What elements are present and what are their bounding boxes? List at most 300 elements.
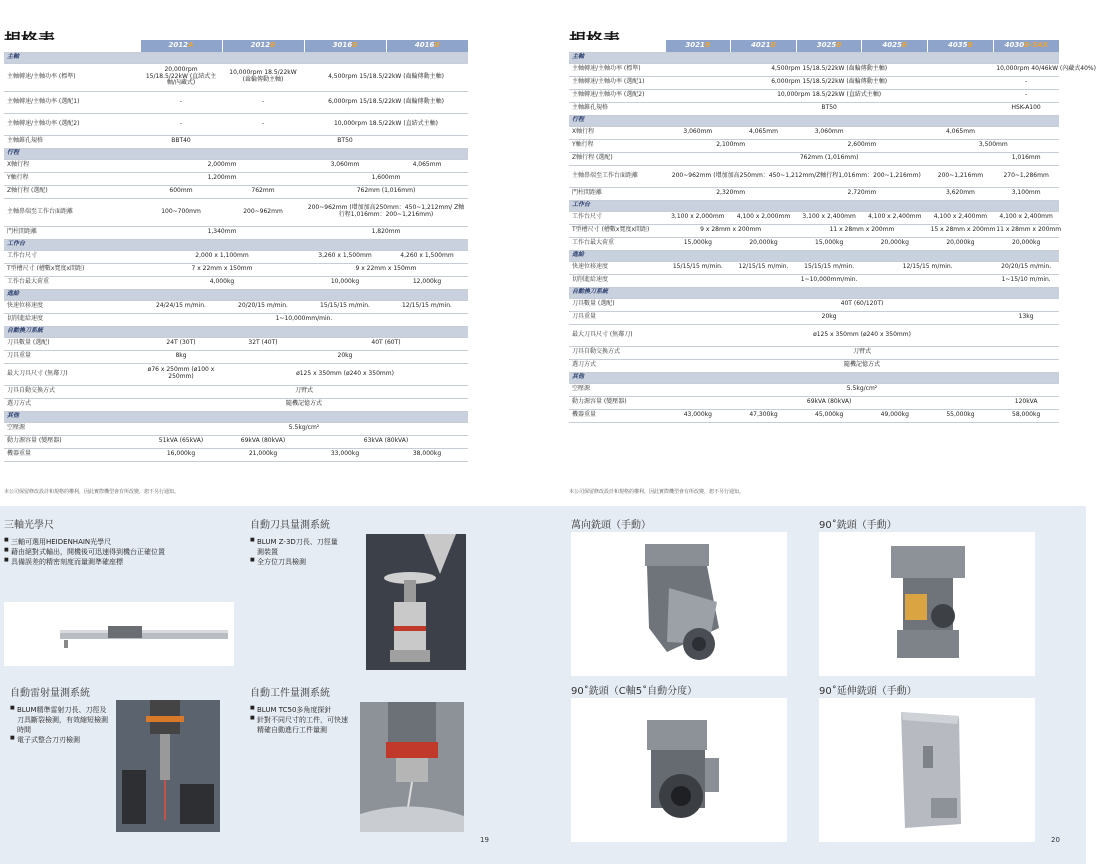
model-suffix: B	[836, 40, 842, 49]
header-blank	[569, 40, 665, 52]
spec-label: 切削進給速度	[4, 313, 140, 326]
linear-scale-photo	[4, 602, 234, 666]
spec-value: 20/20/15 m/min.	[993, 261, 1059, 274]
spec-value: 4,100 x 2,000mm	[731, 211, 797, 224]
spec-row	[569, 237, 1059, 250]
section-header-row	[569, 115, 1059, 126]
model-number: 4035	[948, 40, 968, 49]
card-title: 90˚銑頭（手動）	[819, 520, 897, 531]
spec-value: 3,260 x 1,500mm	[304, 250, 386, 263]
spec-row	[4, 113, 468, 135]
spec-value: 200~962mm (增加加高250mm：450~1,212mm/ Z軸行程1,016mm：200~1,216mm)	[304, 198, 468, 226]
section-title: 其他	[4, 411, 468, 422]
spec-value: 4,000kg	[140, 276, 304, 289]
card-title: 萬向銑頭（手動）	[571, 520, 651, 531]
spec-value: 20,000rpm 15/18.5/22kW (直結式主軸/內藏式)	[140, 63, 222, 91]
bullet: ■ 藉由絕對式輸出，開機後可迅速得到機台正確位置	[4, 547, 236, 557]
model-number: 4016	[414, 40, 435, 49]
spec-row	[4, 185, 468, 198]
spec-value: -	[993, 76, 1059, 89]
spec-label: Z軸行程 (選配)	[569, 152, 665, 165]
section-header-row	[569, 200, 1059, 211]
extension-head-photo	[819, 698, 1035, 842]
spec-row	[4, 91, 468, 113]
model-suffix: B	[704, 40, 711, 49]
spec-value: 11 x 28mm x 200mm	[993, 224, 1059, 237]
spec-value: 6,000rpm 15/18.5/22kW (齒輪傳動主軸)	[304, 91, 468, 113]
section-header-row	[569, 287, 1059, 298]
card-universal-head	[571, 516, 791, 678]
spec-value: 43,000kg	[665, 409, 731, 422]
spec-value: 4,100 x 2,400mm	[928, 211, 994, 224]
spec-label: 門柱間距離	[569, 187, 665, 200]
spec-value: 10,000rpm 40/46kW (內藏式40%)	[993, 63, 1059, 76]
model-suffix: B	[967, 40, 973, 49]
spec-row	[569, 359, 1059, 372]
card-laser-measure	[10, 684, 240, 834]
spec-value: 24/24/15 m/min.	[140, 300, 222, 313]
bullet: ■ 電子式整合刀刃檢測	[10, 735, 108, 745]
bullet: ■ 具備誤差的精密刻度而量測準確座標	[4, 557, 236, 567]
spec-value: BT50	[665, 102, 993, 115]
spec-value: 1,600mm	[304, 172, 468, 185]
spec-row	[4, 198, 468, 226]
spec-value: 20/20/15 m/min.	[222, 300, 304, 313]
bullet: ■ BLUM TC50多角度探針	[250, 705, 348, 715]
spec-value: 51kVA (65kVA)	[140, 435, 222, 448]
spec-value: 10,000rpm 18.5/22kW (直結式主軸)	[304, 113, 468, 135]
right-spec-table	[569, 40, 1096, 423]
spec-value: 2,320mm	[665, 187, 796, 200]
card-90-head-manual	[819, 516, 1039, 678]
page-number: 20	[1051, 836, 1060, 844]
model-header	[140, 40, 222, 52]
spec-row	[4, 363, 468, 385]
spec-value: 12,000kg	[386, 276, 468, 289]
spec-value: 100~700mm	[140, 198, 222, 226]
spec-value: 1,016mm	[993, 152, 1059, 165]
spec-value: BT50	[222, 135, 468, 148]
spec-row	[4, 276, 468, 289]
spec-value: BBT40	[140, 135, 222, 148]
section-title: 自動換刀系統	[569, 287, 1059, 298]
model-header	[993, 40, 1059, 52]
section-header-row	[569, 250, 1059, 261]
section-title: 進給	[569, 250, 1059, 261]
spec-value: 10,000rpm 18.5/22kW (齒輪傳動主軸)	[222, 63, 304, 91]
model-suffix: B-5AX	[1024, 40, 1049, 49]
spec-row	[569, 409, 1059, 422]
spec-value: 15,000kg	[796, 237, 862, 250]
model-number: 2012	[250, 40, 271, 49]
model-number: 4030	[1004, 40, 1025, 49]
spec-value: 21,000kg	[222, 448, 304, 461]
spec-row	[569, 274, 1059, 287]
spec-value: 3,060mm	[796, 126, 862, 139]
spec-label: 主軸錐孔規格	[569, 102, 665, 115]
section-title: 自動換刀系統	[4, 326, 468, 337]
spec-label: 刀具數量 (選配)	[4, 337, 140, 350]
spec-label: 機器重量	[569, 409, 665, 422]
spec-row	[4, 337, 468, 350]
spec-label: Z軸行程 (選配)	[4, 185, 140, 198]
spec-value: -	[993, 89, 1059, 102]
spec-row	[4, 435, 468, 448]
spec-value: 2,000 x 1,100mm	[140, 250, 304, 263]
spec-value: 1,200mm	[140, 172, 304, 185]
card-title: 自動雷射量測系統	[10, 688, 90, 699]
spec-value: 隨機記憶方式	[140, 398, 468, 411]
spec-label: 切削進給速度	[569, 274, 665, 287]
model-header	[928, 40, 994, 52]
spec-value: 45,000kg	[796, 409, 862, 422]
spec-value: HSK-A100	[993, 102, 1059, 115]
spec-label: X軸行程	[4, 159, 140, 172]
spec-value: 33,000kg	[304, 448, 386, 461]
bullet: ■ 針對不同尺寸的工件，可快速精確自動進行工件量測	[250, 715, 348, 735]
left-page	[0, 0, 543, 864]
spec-value: 270~1,286mm	[993, 165, 1059, 187]
spec-label: 刀具數量 (選配)	[569, 298, 665, 311]
model-header	[796, 40, 862, 52]
spec-value: 58,000kg	[993, 409, 1059, 422]
left-footnote: 本公司保留修改設計和規格的權利，因此實際機型會有所改變，恕不另行通知。	[4, 489, 180, 495]
laser-system-image	[116, 700, 220, 832]
spec-label: Y軸行程	[569, 139, 665, 152]
section-title: 其他	[569, 372, 1059, 383]
bullet-list	[250, 705, 348, 735]
bullet: ■ 全方位刀具檢測	[250, 557, 340, 567]
spec-row	[4, 300, 468, 313]
spec-label: 動力源容量 (變壓器)	[569, 396, 665, 409]
spec-value: 69kVA (80kVA)	[665, 396, 993, 409]
spec-label: 主軸轉速/主軸功率 (選配1)	[569, 76, 665, 89]
bullet: ■ BLUM精準雷射刀長、刀徑及刀具斷裂檢測，有效縮短檢測時間	[10, 705, 108, 735]
spec-value: 10,000kg	[304, 276, 386, 289]
spec-value: 12/15/15 m/min.	[731, 261, 797, 274]
section-header-row	[4, 411, 468, 422]
spec-value: ø76 x 250mm (ø100 x 250mm)	[140, 363, 222, 385]
spec-value: 69kVA (80kVA)	[222, 435, 304, 448]
spec-value: 20kg	[222, 350, 468, 363]
spec-value: 7 x 22mm x 150mm	[140, 263, 304, 276]
spec-row	[569, 187, 1059, 200]
spec-row	[569, 76, 1059, 89]
spec-label: 快速位移速度	[4, 300, 140, 313]
spec-row	[4, 159, 468, 172]
card-title: 90˚銑頭（C軸5˚自動分度）	[571, 686, 698, 697]
spec-value: 3,100 x 2,000mm	[665, 211, 731, 224]
spec-label: 工作台最大荷重	[4, 276, 140, 289]
left-spec-table	[4, 40, 468, 462]
spec-value: 1~10,000mm/min.	[665, 274, 993, 287]
spec-value: 2,000mm	[140, 159, 304, 172]
spec-value: 20,000kg	[993, 237, 1059, 250]
section-title: 行程	[4, 148, 468, 159]
model-header	[386, 40, 468, 52]
spec-label: 刀具重量	[569, 311, 665, 324]
spec-row	[4, 385, 468, 398]
90-head-auto-image	[571, 698, 787, 842]
spec-value: 刀臂式	[665, 346, 1059, 359]
spec-row	[4, 263, 468, 276]
spec-value: 16,000kg	[140, 448, 222, 461]
spec-value: 49,000kg	[862, 409, 928, 422]
probe-photo	[360, 702, 464, 832]
spec-label: 主軸鼻端至工作台面距離	[569, 165, 665, 187]
spec-row	[569, 346, 1059, 359]
section-header-row	[4, 289, 468, 300]
section-header-row	[4, 148, 468, 159]
spec-label: 門柱間距離	[4, 226, 140, 239]
spec-label: X軸行程	[569, 126, 665, 139]
spec-value: 200~1,216mm	[928, 165, 994, 187]
right-footnote: 本公司保留修改設計和規格的權利，因此實際機型會有所改變，恕不另行通知。	[569, 489, 745, 495]
spec-value: ø125 x 350mm (ø240 x 350mm)	[665, 324, 1059, 346]
spec-value: 24T (30T)	[140, 337, 222, 350]
model-suffix: B	[270, 40, 276, 49]
spec-value: 6,000rpm 15/18.5/22kW (齒輪傳動主軸)	[665, 76, 993, 89]
model-number: 3016	[332, 40, 353, 49]
section-title: 工作台	[569, 200, 1059, 211]
spec-value: -	[222, 91, 304, 113]
bullet: ■ 三軸可選用HEIDENHAIN光學尺	[4, 537, 236, 547]
spec-label: 最大刀具尺寸 (無鄰刀)	[4, 363, 140, 385]
spec-label: 選刀方式	[4, 398, 140, 411]
laser-system-photo	[116, 700, 220, 832]
spec-label: T型槽尺寸 (槽數x寬度x間距)	[569, 224, 665, 237]
spec-row	[4, 250, 468, 263]
spec-value: 1,340mm	[140, 226, 304, 239]
spec-value: 4,065mm	[731, 126, 797, 139]
section-title: 進給	[4, 289, 468, 300]
spec-value: 600mm	[140, 185, 222, 198]
section-title: 主軸	[569, 52, 1059, 63]
spec-value: 刀臂式	[140, 385, 468, 398]
spec-value: 1~15/10 m/min.	[993, 274, 1059, 287]
spec-label: 快速位移速度	[569, 261, 665, 274]
spec-value: ø125 x 350mm (ø240 x 350mm)	[222, 363, 468, 385]
section-header-row	[569, 52, 1059, 63]
90-head-auto-photo	[571, 698, 787, 842]
spec-value: 4,260 x 1,500mm	[386, 250, 468, 263]
spec-value: 12/15/15 m/min.	[386, 300, 468, 313]
model-suffix: B	[434, 40, 440, 49]
model-header-row	[4, 40, 468, 52]
spec-value: 15/15/15 m/min.	[665, 261, 731, 274]
spec-value: 55,000kg	[928, 409, 994, 422]
spec-value: 4,100 x 2,400mm	[862, 211, 928, 224]
spec-row	[569, 261, 1059, 274]
model-header	[862, 40, 928, 52]
spec-value: 5.5kg/cm²	[140, 422, 468, 435]
spec-row	[569, 165, 1059, 187]
spec-row	[569, 224, 1059, 237]
page-number: 19	[480, 836, 489, 844]
spec-value: 15,000kg	[665, 237, 731, 250]
spec-value: 11 x 28mm x 200mm	[796, 224, 927, 237]
spec-row	[4, 313, 468, 326]
spec-row	[569, 211, 1059, 224]
model-header-row	[569, 40, 1059, 52]
bullet-list	[10, 705, 108, 746]
universal-head-photo	[571, 532, 787, 676]
spec-value: 762mm (1,016mm)	[304, 185, 468, 198]
spec-label: 主軸轉速/主軸功率 (選配1)	[4, 91, 140, 113]
spec-label: 空壓源	[4, 422, 140, 435]
spec-row	[569, 126, 1059, 139]
spec-row	[4, 422, 468, 435]
bullet-list	[250, 537, 340, 567]
spec-value: -	[140, 113, 222, 135]
spec-value: 2,720mm	[796, 187, 927, 200]
spec-label: 空壓源	[569, 383, 665, 396]
spec-value: 20kg	[665, 311, 993, 324]
spec-value: 20,000kg	[731, 237, 797, 250]
extension-head-image	[819, 698, 1035, 842]
spec-label: Y軸行程	[4, 172, 140, 185]
linear-scale-image	[4, 602, 234, 666]
tool-setter-image	[366, 534, 466, 670]
spec-value: 5.5kg/cm²	[665, 383, 1059, 396]
section-title: 行程	[569, 115, 1059, 126]
spec-row	[569, 139, 1059, 152]
spec-label: 最大刀具尺寸 (無鄰刀)	[569, 324, 665, 346]
spec-row	[569, 152, 1059, 165]
spec-value: 隨機記憶方式	[665, 359, 1059, 372]
spec-row	[569, 102, 1059, 115]
spec-row	[569, 89, 1059, 102]
spec-label: T型槽尺寸 (槽數x寬度x間距)	[4, 263, 140, 276]
model-number: 3025	[816, 40, 837, 49]
card-tool-measure	[250, 516, 466, 674]
spec-label: 動力源容量 (變壓器)	[4, 435, 140, 448]
spec-value: 3,500mm	[928, 139, 1059, 152]
card-optical-scale	[4, 516, 236, 666]
card-90-head-auto	[571, 682, 791, 846]
model-header	[304, 40, 386, 52]
spec-row	[569, 396, 1059, 409]
model-number: 3021	[685, 40, 705, 49]
spec-value: 3,060mm	[665, 126, 731, 139]
section-header-row	[569, 372, 1059, 383]
spec-value: 200~962mm	[222, 198, 304, 226]
spec-value: 13kg	[993, 311, 1059, 324]
spec-value: 4,065mm	[386, 159, 468, 172]
header-blank	[4, 40, 140, 52]
spec-value: 4,065mm	[862, 126, 1059, 139]
bullet-list	[4, 537, 236, 567]
spec-value: 4,500rpm 15/18.5/22kW (齒輪傳動主軸)	[665, 63, 993, 76]
spec-value: 200~962mm (增加加高250mm：450~1,212mm/Z軸行程1,016mm：200~1,216mm)	[665, 165, 928, 187]
spec-label: 主軸錐孔規格	[4, 135, 140, 148]
spec-row	[4, 135, 468, 148]
spec-value: 15 x 28mm x 200mm	[928, 224, 994, 237]
spec-value: 63kVA (80kVA)	[304, 435, 468, 448]
model-number: 4025	[882, 40, 902, 49]
spec-value: 2,600mm	[796, 139, 927, 152]
spec-value: 3,620mm	[928, 187, 994, 200]
spec-value: 15/15/15 m/min.	[796, 261, 862, 274]
model-header	[731, 40, 797, 52]
probe-image	[360, 702, 464, 832]
spec-value: 120kVA	[993, 396, 1059, 409]
spec-label: 刀具自動交換方式	[569, 346, 665, 359]
bullet: ■ BLUM Z-3D刀長、刀徑量測裝置	[250, 537, 340, 557]
card-title: 自動刀具量測系統	[250, 520, 330, 531]
model-suffix: B	[901, 40, 908, 49]
spec-value: 12/15/15 m/min.	[862, 261, 993, 274]
spec-value: 20,000kg	[928, 237, 994, 250]
spec-value: 1,820mm	[304, 226, 468, 239]
card-title: 三軸光學尺	[4, 520, 54, 531]
spec-row	[569, 383, 1059, 396]
spec-label: 機器重量	[4, 448, 140, 461]
card-title: 自動工件量測系統	[250, 688, 330, 699]
spec-row	[569, 298, 1059, 311]
spec-value: 15/15/15 m/min.	[304, 300, 386, 313]
card-90-extension-head	[819, 682, 1039, 846]
spec-value: 762mm	[222, 185, 304, 198]
model-suffix: B	[352, 40, 358, 49]
spec-value: -	[222, 113, 304, 135]
model-header	[222, 40, 304, 52]
spec-value: 1~10,000mm/min.	[140, 313, 468, 326]
spec-row	[4, 63, 468, 91]
spec-row	[4, 226, 468, 239]
model-number: 2012	[168, 40, 189, 49]
section-header-row	[4, 326, 468, 337]
spec-label: 刀具自動交換方式	[4, 385, 140, 398]
model-number: 4021	[751, 40, 771, 49]
tool-setter-photo	[366, 534, 466, 670]
spec-label: 主軸鼻端至工作台面距離	[4, 198, 140, 226]
spec-value: 4,500rpm 15/18.5/22kW (齒輪傳動主軸)	[304, 63, 468, 91]
model-suffix: B	[770, 40, 776, 49]
spec-value: 20,000kg	[862, 237, 928, 250]
section-header-row	[4, 239, 468, 250]
90-head-image	[819, 532, 1035, 676]
spec-value: 3,060mm	[304, 159, 386, 172]
right-page	[543, 0, 1096, 864]
section-title: 工作台	[4, 239, 468, 250]
card-title: 90˚延伸銑頭（手動）	[819, 686, 917, 697]
spec-value: -	[140, 91, 222, 113]
card-workpiece-measure	[250, 684, 472, 834]
spec-value: 3,100mm	[993, 187, 1059, 200]
spec-value: 38,000kg	[386, 448, 468, 461]
spec-row	[569, 311, 1059, 324]
section-title: 主軸	[4, 52, 468, 63]
spec-row	[4, 172, 468, 185]
universal-head-image	[571, 532, 787, 676]
spec-value: 47,300kg	[731, 409, 797, 422]
spec-label: 選刀方式	[569, 359, 665, 372]
model-header	[665, 40, 731, 52]
spec-row	[569, 63, 1059, 76]
spec-row	[4, 448, 468, 461]
model-suffix: A	[188, 40, 194, 49]
spec-label: 工作台最大荷重	[569, 237, 665, 250]
spec-value: 3,100 x 2,400mm	[796, 211, 862, 224]
section-header-row	[4, 52, 468, 63]
spec-label: 主軸轉速/主軸功率 (標準)	[569, 63, 665, 76]
90-head-photo	[819, 532, 1035, 676]
spec-value: 2,100mm	[665, 139, 796, 152]
spec-value: 9 x 22mm x 150mm	[304, 263, 468, 276]
spec-value: 762mm (1,016mm)	[665, 152, 993, 165]
spec-value: 8kg	[140, 350, 222, 363]
